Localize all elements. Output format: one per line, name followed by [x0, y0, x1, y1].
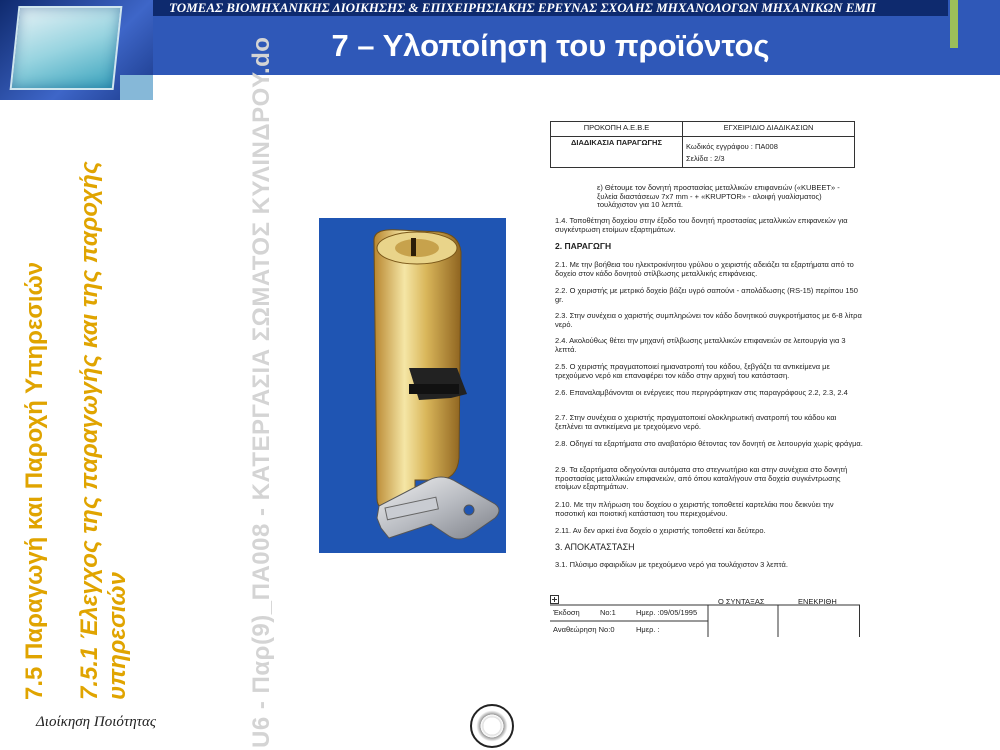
paragraph-2-3: 2.3. Στην συνέχεια ο χαριστής συμπληρώνει τον κάδο δονητικού συγκροτήματος με 6-8 λίτρα νερό. — [555, 311, 862, 329]
document-code: Κωδικός εγγράφου : ΠΑ008 — [686, 142, 778, 151]
company-name: ΠΡΟΚΟΠΗ Α.Ε.Β.Ε — [551, 122, 683, 137]
author-label: Ο ΣΥΝΤΑΞΑΣ — [718, 597, 765, 606]
footer-course-title: Διοίκηση Ποιότητας — [36, 714, 157, 730]
paragraph-1-4: 1.4. Τοποθέτηση δοχείου στην έξοδο του δονητή προστασίας μεταλλικών επιφανειών για συγκέντρωση ετοίμων εξαρτημάτων. — [555, 216, 848, 234]
section-heading: 7.5 Παραγωγή και Παροχή Υπηρεσιών — [21, 261, 48, 700]
page-title: 7 – Υλοποίηση του προϊόντος — [331, 28, 770, 63]
revision-label: Αναθεώρηση Νο:0 — [553, 625, 615, 634]
manual-title: ΕΓΧΕΙΡΙΔΙΟ ΔΙΑΔΙΚΑΣΙΩΝ — [683, 122, 855, 137]
edition-label: Έκδοση — [553, 608, 580, 617]
document-page: Σελίδα : 2/3 — [686, 154, 725, 163]
accent-stripe — [950, 0, 958, 48]
document-header-table — [550, 121, 855, 168]
institution-banner: ΤΟΜΕΑΣ ΒΙΟΜΗΧΑΝΙΚΗΣ ΔΙΟΙΚΗΣΗΣ & ΕΠΙΧΕΙΡΗΣΙΑΚΗΣ ΕΡΕΥΝΑΣ ΣΧΟΛΗΣ ΜΗΧΑΝΟΛΟΓΩΝ ΜΗΧΑΝΙΚΩΝ ΕΜΠ — [153, 0, 948, 16]
subsection-heading-line1: 7.5.1 Έλεγχος της παραγωγής και της παροχής — [76, 161, 103, 700]
section-2-heading: 2. ΠΑΡΑΓΩΓΗ — [555, 241, 612, 251]
logo-accent — [120, 75, 153, 100]
revision-date: Ημερ. : — [636, 625, 660, 634]
lock-cylinder-photo — [319, 218, 506, 553]
lock-cylinder-icon — [319, 218, 506, 553]
paragraph-3-1: 3.1. Πλύσιμο σφαιριδίων με τρεχούμενο νερό για τουλάχιστον 3 λεπτά. — [555, 560, 788, 569]
paragraph-2-9: 2.9. Τα εξαρτήματα οδηγούνται αυτόματα στο στεγνωτήριο και στην συνέχεια στο δονητή προστασίας μεταλλικών επιφανειών, από όπου καταλήγουν στα δοχεία συγκέντρωσης ετοίμων εξαρτημάτων. — [555, 465, 848, 492]
paragraph-2-5: 2.5. Ο χειριστής πραγματοποιεί ημιανατροπή του κάδου, ξεβγάζει τα αντικείμενα με τρεχούμενο νερό και επαναφέρει τον κάδο στην αρχική του κατάσταση. — [555, 362, 830, 380]
procedure-title: ΔΙΑΔΙΚΑΣΙΑ ΠΑΡΑΓΩΓΗΣ — [551, 137, 683, 168]
procedure-document — [537, 106, 877, 636]
university-seal-icon — [470, 704, 514, 748]
edition-number: Νο:1 — [600, 608, 616, 617]
paragraph-2-8: 2.8. Οδηγεί τα εξαρτήματα στο αναβατόριο θέτοντας τον δονητή σε λειτουργία χωρίς φράγμα. — [555, 439, 863, 448]
filename-watermark: U6 - Παρ(9)_ΠΑ008 - ΚΑΤΕΡΓΑΣΙΑ ΣΩΜΑΤΟΣ ΚΥΛΙΝΔΡΟΥ.do — [248, 36, 275, 748]
paragraph-2-4: 2.4. Ακολούθως θέτει την μηχανή στίλβωσης μεταλλικών επιφανειών σε λειτουργία για 3 λεπτά. — [555, 336, 846, 354]
paragraph-2-10: 2.10. Με την πλήρωση του δοχείου ο χειριστής τοποθετεί καρτελάκι που δεικνύει την ποσοτική και ποιοτική κατάσταση του περιεχομένου. — [555, 500, 834, 518]
approval-label: ΕΝΕΚΡΙΘΗ — [798, 597, 837, 606]
edition-date: Ημερ. :09/05/1995 — [636, 608, 698, 617]
paragraph-2-6: 2.6. Επαναλαμβάνονται οι ενέργειες που περιγράφτηκαν στις παραγράφους 2.2, 2.3, 2.4 — [555, 388, 848, 397]
paragraph-2-1: 2.1. Με την βοήθεια του ηλεκτροκίνητου γρύλου ο χειριστής αδειάζει τα εξαρτήματα από το δοχείο στον κάδο δονητού στίλβωσης μεταλλικής επιφάνειας. — [555, 260, 854, 278]
paragraph-2-7: 2.7. Στην συνέχεια ο χειριστής πραγματοποιεί ολοκληρωτική ανατροπή του κάδου και ξεπλένει τα αντικείμενα με τρεχούμενο νερό. — [555, 413, 837, 431]
paragraph-e: ε) Θέτουμε τον δονητή προστασίας μεταλλικών επιφανειών («KUBEET» - ξυλεία διαστάσεων 7x7 mm - + «KRUPTOR» - αλοιφή γυαλίσματος) τουλάχιστον για 10 λεπτά. — [597, 183, 840, 210]
monitor-graphic-icon — [10, 6, 123, 90]
subsection-heading-line2: υπηρεσιών — [104, 572, 131, 700]
paragraph-2-11: 2.11. Αν δεν αρκεί ένα δοχείο ο χειριστής τοποθετεί και δεύτερο. — [555, 526, 766, 535]
section-3-heading: 3. ΑΠΟΚΑΤΑΣΤΑΣΗ — [555, 542, 635, 552]
paragraph-2-2: 2.2. Ο χειριστής με μετρικό δοχείο βάζει υγρό σαπούνι - απολάδωσης (RS-15) περίπου 150 gr. — [555, 286, 858, 304]
